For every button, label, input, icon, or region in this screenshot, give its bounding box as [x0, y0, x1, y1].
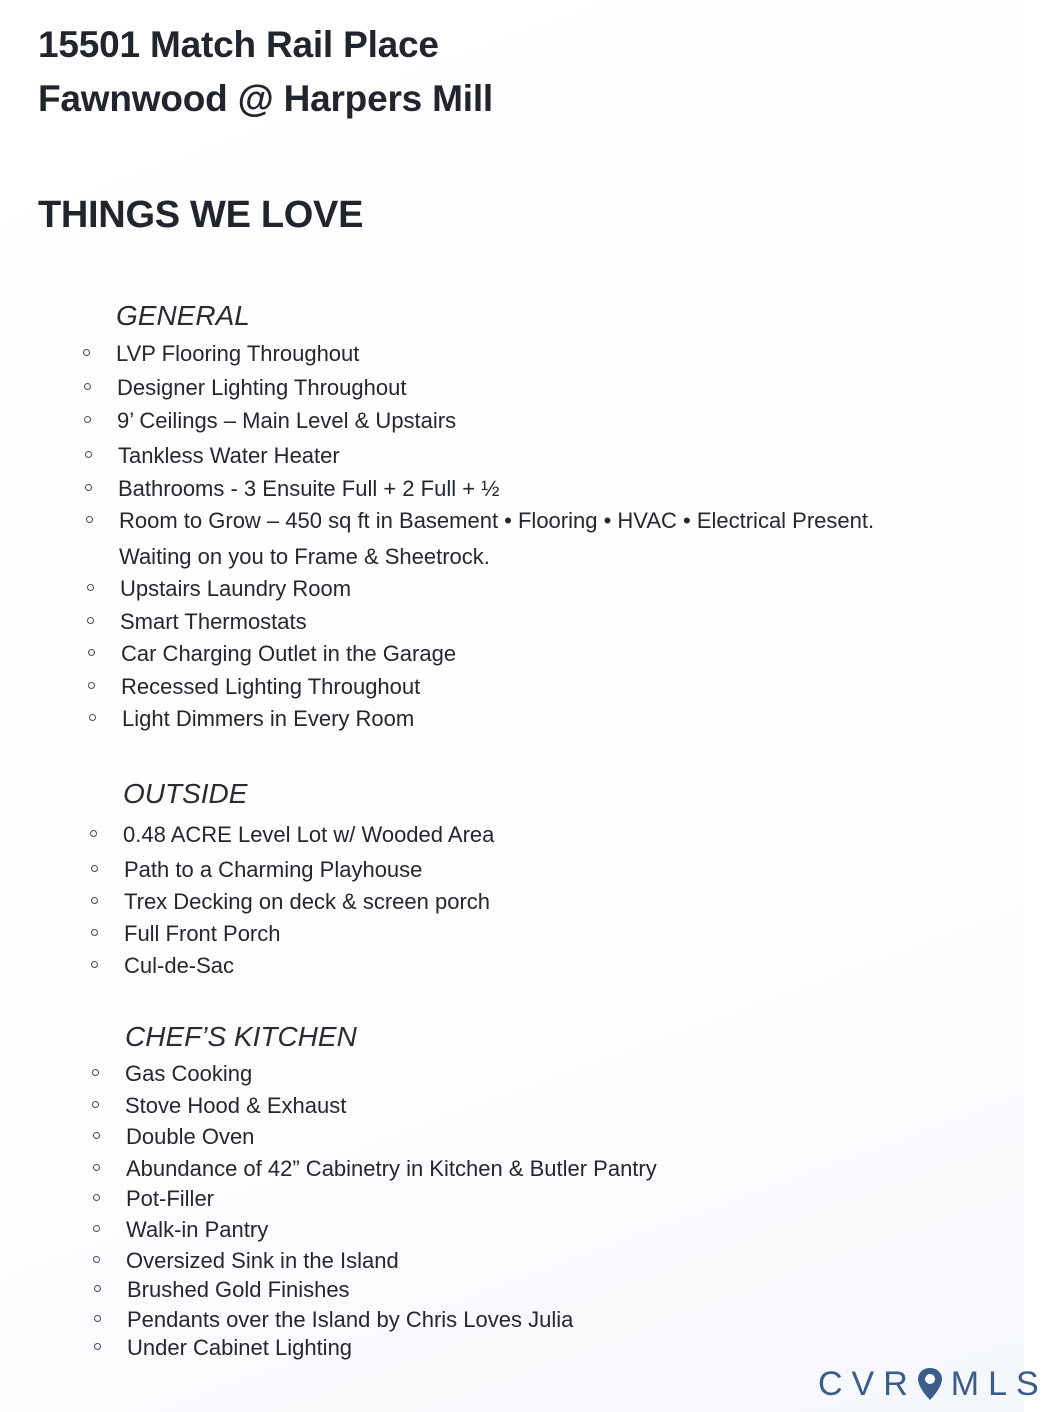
list-item: Under Cabinet Lighting: [127, 1335, 352, 1361]
section-title-kitchen: CHEF’S KITCHEN: [125, 1021, 357, 1052]
bullet-icon: [87, 584, 94, 591]
list-item: 0.48 ACRE Level Lot w/ Wooded Area: [123, 822, 494, 848]
section-title-outside: OUTSIDE: [123, 778, 248, 809]
section-title-general: GENERAL: [116, 300, 250, 331]
list-item: Designer Lighting Throughout: [117, 375, 406, 401]
list-item: LVP Flooring Throughout: [116, 341, 359, 367]
bullet-icon: [94, 1343, 101, 1350]
bullet-icon: [93, 1164, 100, 1171]
logo-text-right: MLS: [950, 1364, 1048, 1403]
list-item: Tankless Water Heater: [118, 443, 340, 469]
bullet-icon: [84, 383, 91, 390]
bullet-icon: [91, 865, 98, 872]
list-item: Stove Hood & Exhaust: [125, 1093, 346, 1119]
list-item: Gas Cooking: [125, 1061, 252, 1087]
bullet-icon: [92, 1069, 99, 1076]
list-item: 9’ Ceilings – Main Level & Upstairs: [117, 408, 456, 434]
list-item: Trex Decking on deck & screen porch: [124, 889, 490, 915]
bullet-icon: [94, 1315, 101, 1322]
list-item: Smart Thermostats: [120, 609, 307, 635]
bullet-icon: [84, 416, 91, 423]
list-item: Full Front Porch: [124, 921, 281, 947]
bullet-icon: [88, 682, 95, 689]
cvrmls-logo: [818, 1364, 1048, 1404]
list-item: Pendants over the Island by Chris Loves Julia: [127, 1307, 573, 1333]
bullet-icon: [86, 516, 93, 523]
page-heading: THINGS WE LOVE: [38, 194, 364, 236]
address-line-2: Fawnwood @ Harpers Mill: [38, 78, 493, 119]
bullet-icon: [85, 484, 92, 491]
list-item: Light Dimmers in Every Room: [122, 706, 414, 732]
bullet-icon: [83, 349, 90, 356]
bullet-icon: [85, 451, 92, 458]
bullet-icon: [92, 1101, 99, 1108]
list-item: Path to a Charming Playhouse: [124, 857, 422, 883]
list-item: Abundance of 42” Cabinetry in Kitchen & Butler Pantry: [126, 1156, 657, 1182]
bullet-icon: [91, 929, 98, 936]
bullet-icon: [88, 649, 95, 656]
bullet-icon: [93, 1256, 100, 1263]
address-line-1: 15501 Match Rail Place: [38, 24, 439, 65]
bullet-icon: [89, 714, 96, 721]
list-item: Oversized Sink in the Island: [126, 1248, 399, 1274]
bullet-icon: [91, 897, 98, 904]
list-item: Double Oven: [126, 1124, 254, 1150]
list-item: Brushed Gold Finishes: [127, 1277, 350, 1303]
list-item: Pot-Filler: [126, 1186, 214, 1212]
list-item-continuation: Waiting on you to Frame & Sheetrock.: [119, 544, 490, 569]
map-pin-icon: [915, 1366, 945, 1402]
bullet-icon: [93, 1132, 100, 1139]
list-item: Cul-de-Sac: [124, 953, 234, 979]
logo-text-left: CVR: [818, 1364, 917, 1403]
list-item: Recessed Lighting Throughout: [121, 674, 420, 700]
bullet-icon: [90, 830, 97, 837]
list-item: Upstairs Laundry Room: [120, 576, 351, 602]
bullet-icon: [93, 1194, 100, 1201]
bullet-icon: [94, 1285, 101, 1292]
list-item: Car Charging Outlet in the Garage: [121, 641, 456, 667]
bullet-icon: [91, 961, 98, 968]
list-item: Room to Grow – 450 sq ft in Basement • Flooring • HVAC • Electrical Present. Waiting on you to Frame & Sheetrock.: [119, 508, 874, 570]
bullet-icon: [93, 1225, 100, 1232]
list-item: Walk-in Pantry: [126, 1217, 268, 1243]
bullet-icon: [87, 617, 94, 624]
list-item: Bathrooms - 3 Ensuite Full + 2 Full + ½: [118, 476, 500, 502]
